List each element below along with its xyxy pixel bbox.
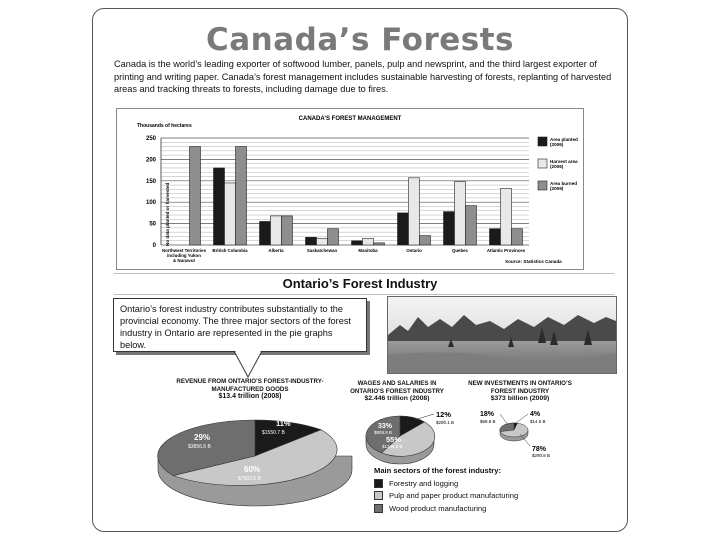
page-title: Canada’s Forests [205,22,515,58]
y-axis-label: Thousands of hectares [137,123,192,129]
bar-1-1 [225,183,236,245]
bar-7-2 [512,229,523,245]
bar-6-0 [444,212,455,245]
bar-7-0 [490,229,501,245]
sector-legend [374,466,518,516]
chart-source: Source: Statistics Canada [505,259,562,264]
bar-4-1 [363,239,374,245]
pie1-title: REVENUE FROM ONTARIO’S FOREST-INDUSTRY-MANUFACTURED GOODS [176,378,324,393]
bar-3-1 [317,239,328,245]
revenue-pie [150,414,360,514]
pie2-title: WAGES AND SALARIES IN ONTARIO’S FOREST INDUSTRY [350,380,444,395]
legend-item [374,503,518,513]
section-title: Ontario’s Forest Industry [282,276,438,291]
bar-2-2 [282,216,293,245]
y-tick-label: 100 [145,200,156,207]
legend-item [374,491,518,501]
callout-arrow [228,351,268,379]
vertical-note: No data planted or harvested [165,182,170,246]
legend-year: (2009) [550,186,564,191]
y-tick-label: 0 [152,243,156,249]
y-tick-label: 50 [149,221,156,228]
category-label: including Yukon [167,253,201,258]
pie3-total: $373 billion (2009) [490,395,550,403]
pie3-amt-forestry: $14.5 B [530,419,546,424]
category-label: Northwest Territories [161,248,207,253]
pie2-amt-pulp: $1346.8 B [382,444,403,449]
legend-label: Harvest area [550,159,578,164]
intro-paragraph: Canada is the world’s leading exporter of softwood lumber, panels, pulp and newsprint, and the third largest exporter of printing and writing paper. Canada’s forest management includes sustainable harvesting of forests, replanting of harvested areas and tracking threats to forests, including damage due to fires. [114,59,612,94]
bar-1-2 [236,147,247,245]
pie2-amt-forestry: $290.1 B [436,420,455,425]
legend-label-forestry: Forestry and logging [389,478,459,488]
bar-4-2 [374,243,385,245]
pie1-amt-pulp: $7993.6 B [238,476,261,482]
bar-2-1 [271,216,282,245]
pie2-pct-forestry: 12% [436,410,452,419]
pie2-total: $2.446 trillion (2008) [364,395,430,403]
legend-swatch [538,181,547,190]
divider-bottom [114,294,614,295]
bar-6-1 [455,182,466,245]
legend-year: (2006) [550,164,564,169]
bar-chart-svg [117,109,583,269]
pie3-pct-pulp: 78% [532,446,547,453]
legend-swatch-wood [374,504,383,513]
legend-swatch [538,159,547,168]
pie2-pct-wood: 33% [378,423,393,430]
pie1-pct-pulp: 60% [244,465,261,474]
y-tick-label: 250 [145,136,156,142]
pie1-amt-forestry: $1550.7 B [262,430,285,436]
legend-swatch [538,137,547,146]
pie3-slice-wood [500,423,514,432]
pie3-title: NEW INVESTMENTS IN ONTARIO’S FOREST INDUSTRY [468,380,572,395]
legend-swatch-pulp [374,491,383,500]
bar-3-2 [328,229,339,245]
pie1-pct-wood: 29% [194,433,211,442]
bar-5-0 [398,213,409,245]
legend-label: Area planted [550,137,578,142]
bar-4-0 [352,241,363,245]
bar-3-0 [306,237,317,245]
legend-label-wood: Wood product manufacturing [389,503,487,513]
pie2-amt-wood: $809.8 B [374,430,393,435]
category-label: Manitoba [358,248,378,253]
legend-year: (2006) [550,142,564,147]
forest-photo [387,296,617,374]
legend-item [374,478,518,488]
bar-1-0 [214,168,225,245]
category-label: Ontario [406,248,422,253]
legend-label: Area burned [550,181,578,186]
pie3-pct-wood: 18% [480,411,495,418]
pie1-pct-forestry: 11% [276,419,291,428]
category-label: & Nunavut [173,258,195,263]
category-label: Quebec [451,248,469,253]
pie1-amt-wood: $3856.6 B [188,444,211,450]
legend-heading: Main sectors of the forest industry: [374,466,502,475]
bar-6-2 [466,206,477,245]
bar-0-2 [190,147,201,245]
legend-swatch-forestry [374,479,383,488]
legend-label-pulp: Pulp and paper product manufacturing [389,491,519,500]
category-label: Saskatchewan [306,248,338,253]
category-label: British Columbia [212,248,248,253]
category-label: Alberta [268,248,284,253]
pie3-amt-pulp: $290.8 B [532,453,551,458]
pie1-heading [160,378,340,401]
pie1-total: $13.4 trillion (2008) [218,393,282,401]
y-tick-label: 200 [145,157,156,164]
callout-box: Ontario’s forest industry contributes substantially to the provincial economy. The three major sectors of the forest industry in Ontario are represented in the pie graphs below. [113,298,367,352]
pie2-pct-pulp: 55% [386,435,402,444]
pie3-heading [468,380,572,403]
category-label: Atlantic Provinces [486,248,526,253]
bar-7-1 [501,189,512,245]
forest-management-chart [116,108,584,270]
pie3-pct-forestry: 4% [530,411,541,418]
wages-pie [362,408,480,466]
pie3-amt-wood: $68.8 B [480,419,496,424]
pie2-heading [346,380,448,403]
bar-2-0 [260,221,271,245]
bar-5-1 [409,178,420,245]
bar-5-2 [420,236,431,245]
divider-top [114,273,614,274]
y-tick-label: 150 [145,178,156,185]
chart-title: CANADA’S FOREST MANAGEMENT [298,116,402,122]
investments-pie [470,406,570,462]
